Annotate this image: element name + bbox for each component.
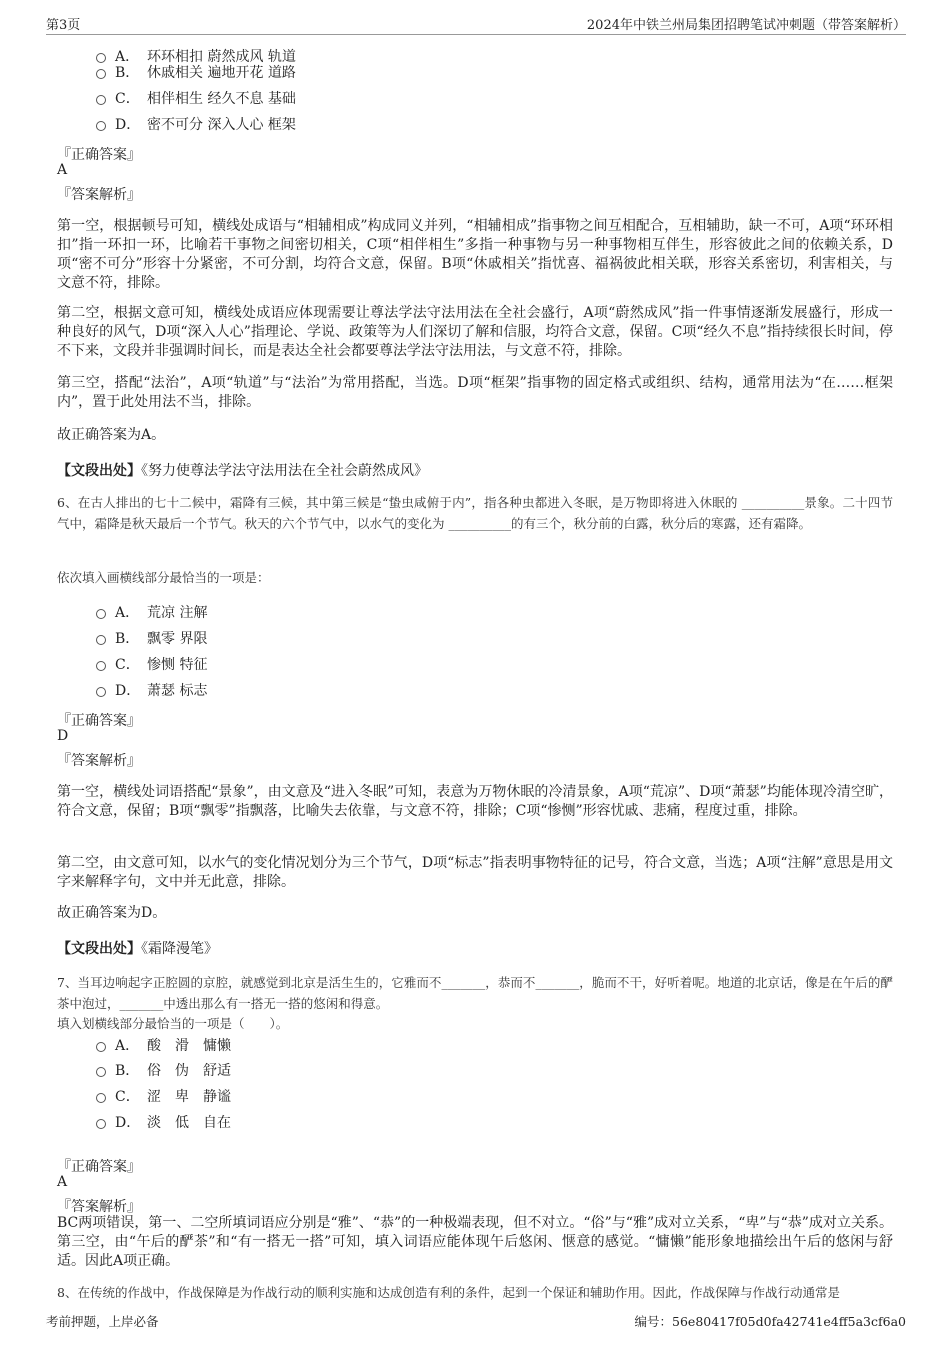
radio-icon[interactable]: [96, 661, 106, 671]
radio-icon[interactable]: [96, 609, 106, 619]
q6-instruction: 依次填入画横线部分最恰当的一项是：: [57, 570, 270, 585]
q5-analysis-para-3: 第三空，搭配“法治”，A项“轨道”与“法治”为常用搭配，当选。D项“框架”指事物的固定格式或组织、结构，通常用法为“在……框架内”，置于此处用法不当，排除。: [57, 375, 893, 410]
q7-option-a[interactable]: A． 酸 滑 慵懒: [96, 1037, 231, 1055]
radio-icon[interactable]: [96, 69, 106, 79]
radio-icon[interactable]: [96, 121, 106, 131]
q5-option-b[interactable]: B． 休戚相关 遍地开花 道路: [96, 64, 296, 82]
footer-slogan: 考前押题，上岸必备: [46, 1314, 159, 1329]
q6-analysis-para-2: 第二空，由文意可知，以水气的变化情况划分为三个节气，D项“标志”指表明事物特征的记号，符合文意，当选；A项“注解”意思是用文字来解释字句，文中并无此意，排除。: [57, 855, 893, 890]
q6-option-c[interactable]: C． 惨恻 特征: [96, 656, 207, 674]
q7-instruction: 填入划横线部分最恰当的一项是（ ）。: [57, 1016, 289, 1031]
radio-icon[interactable]: [96, 687, 106, 697]
q6-option-a[interactable]: A． 荒凉 注解: [96, 604, 207, 622]
q7-option-d[interactable]: D． 淡 低 自在: [96, 1114, 231, 1132]
q5-option-d[interactable]: D． 密不可分 深入人心 框架: [96, 116, 296, 134]
q5-answer: A: [57, 162, 68, 178]
q5-source: 【文段出处】《努力使尊法学法守法用法在全社会蔚然成风》: [57, 463, 428, 479]
q5-analysis-para-2: 第二空，根据文意可知，横线处成语应体现需要让尊法学法守法用法在全社会盛行，A项“蔚然成风”指一件事情逐渐发展盛行，形成一种良好的风气，D项“深入人心”指理论、学说、政策等为人们深切了解和信服，均符合文意，保留。C项“经久不息”指持续很长时间，停不下来，文段并非强调时间长，而是表达全社会都要尊法学法守法用法，与文意不符，排除。: [57, 305, 893, 359]
q6-conclusion: 故正确答案为D。: [57, 905, 167, 921]
q6-answer-title: 『正确答案』: [57, 713, 141, 729]
q5-analysis-title: 『答案解析』: [57, 187, 141, 203]
q5-option-a[interactable]: A． 环环相扣 蔚然成风 轨道: [96, 48, 296, 66]
radio-icon[interactable]: [96, 53, 106, 63]
q5-conclusion: 故正确答案为A。: [57, 427, 166, 443]
document-title: 2024年中铁兰州局集团招聘笔试冲刺题（带答案解析）: [586, 18, 906, 33]
q6-blank-2: __________: [448, 516, 511, 531]
q6-option-d[interactable]: D． 萧瑟 标志: [96, 682, 207, 700]
q6-stem: 6、在古人排出的七十二候中，霜降有三候，其中第三候是“蛰虫咸俯于内”，指各种虫都进入冬眠，是万物即将进入休眠的 __________景象。二十四节气中，霜降是秋天最后一个节气。秋天的六个节气中，以水气的变化为 __________的有三个，秋分前的白露，秋分后的寒露，还有霜降。: [57, 495, 893, 531]
q7-analysis: BC两项错误，第一、二空所填词语应分别是“雅”、“恭”的一种极端表现，但不对立。“俗”与“雅”成对立关系，“卑”与“恭”成对立关系。第三空，由“午后的酽茶”和“有一搭无一搭”可知，填入词语应能体现午后悠闲、惬意的感觉。“慵懒”能形象地描绘出午后的悠闲与舒适。因此A项正确。: [57, 1215, 893, 1269]
q7-blank-2: _______: [535, 975, 580, 990]
page-header: [46, 14, 906, 35]
q7-answer: A: [57, 1174, 68, 1190]
radio-icon[interactable]: [96, 95, 106, 105]
radio-icon[interactable]: [96, 635, 106, 645]
q6-analysis-title: 『答案解析』: [57, 753, 141, 769]
q5-analysis-para-1: 第一空，根据顿号可知，横线处成语与“相辅相成”构成同义并列，“相辅相成”指事物之间互相配合，互相辅助，缺一不可，A项“环环相扣”指一环扣一环，比喻若干事物之间密切相关，C项“相伴相生”多指一种事物与另一种事物相互伴生，形容彼此之间的依赖关系，D项“密不可分”形容十分紧密，不可分割，均符合文意，保留。B项“休戚相关”指忧喜、福祸彼此相关联，形容关系密切，利害相关，与文意不符，排除。: [57, 218, 893, 291]
q7-analysis-title: 『答案解析』: [57, 1199, 141, 1215]
q7-blank-3: _______: [119, 996, 164, 1011]
q8-stem: 8、在传统的作战中，作战保障是为作战行动的顺利实施和达成创造有利的条件，起到一个保证和辅助作用。因此，作战保障与作战行动通常是: [57, 1285, 840, 1300]
q7-option-c[interactable]: C． 涩 卑 静谧: [96, 1088, 231, 1106]
radio-icon[interactable]: [96, 1093, 106, 1103]
q6-analysis-para-1: 第一空，横线处词语搭配“景象”，由文意及“进入冬眠”可知，表意为万物休眠的冷清景象，A项“荒凉”、D项“萧瑟”均能体现冷清空旷，符合文意，保留；B项“飘零”指飘落，比喻失去依靠，与文意不符，排除；C项“惨恻”形容忧戚、悲痛，程度过重，排除。: [57, 784, 893, 819]
q7-answer-title: 『正确答案』: [57, 1159, 141, 1175]
radio-icon[interactable]: [96, 1119, 106, 1129]
q7-option-b[interactable]: B． 俗 伪 舒适: [96, 1062, 231, 1080]
q6-source: 【文段出处】《霜降漫笔》: [57, 941, 218, 957]
document-id: 编号：56e80417f05d0fa42741e4ff5a3cf6a0: [634, 1314, 906, 1329]
q7-stem: 7、当耳边响起字正腔圆的京腔，就感觉到北京是活生生的，它雅而不_______，恭而不_______，脆而不干，好听着呢。地道的北京话，像是在午后的酽茶中泡过，_______中透出那么有一搭无一搭的悠闲和得意。: [57, 975, 893, 1011]
q6-answer: D: [57, 728, 69, 744]
radio-icon[interactable]: [96, 1067, 106, 1077]
radio-icon[interactable]: [96, 1042, 106, 1052]
page-number: 第3页: [46, 18, 81, 33]
q5-option-c[interactable]: C． 相伴相生 经久不息 基础: [96, 90, 296, 108]
q6-option-b[interactable]: B． 飘零 界限: [96, 630, 207, 648]
q7-blank-1: _______: [441, 975, 486, 990]
q5-answer-title: 『正确答案』: [57, 147, 141, 163]
q6-blank-1: __________: [741, 495, 805, 510]
